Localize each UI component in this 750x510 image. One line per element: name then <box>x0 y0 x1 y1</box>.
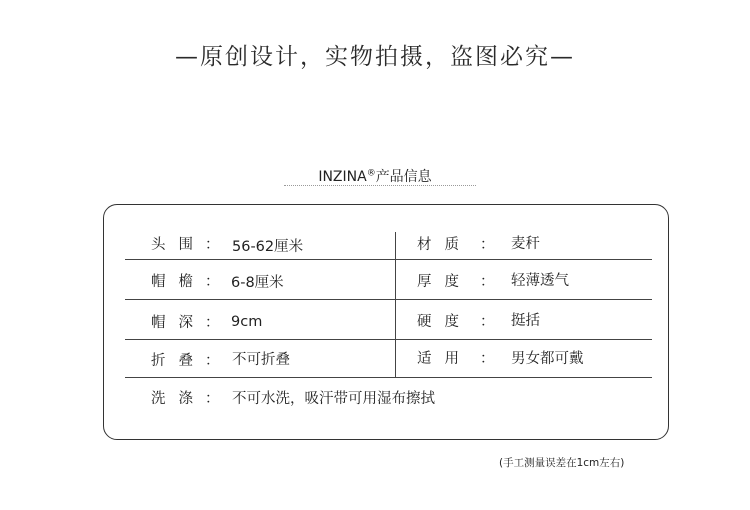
row-divider <box>125 259 652 260</box>
value-thickness: 轻薄透气 <box>511 273 569 289</box>
label-washing: 洗涤 <box>151 391 206 407</box>
value-suitable-for: 男女都可戴 <box>511 351 584 367</box>
colon: ： <box>205 353 220 369</box>
label-material: 材质 <box>417 237 472 253</box>
section-title <box>0 166 750 186</box>
colon: ： <box>205 315 220 331</box>
value-material: 麦秆 <box>511 236 540 252</box>
colon: ： <box>480 314 495 330</box>
colon: ： <box>205 391 220 407</box>
label-folding: 折叠 <box>151 353 206 369</box>
row-divider <box>125 299 652 300</box>
label-depth: 帽深 <box>151 315 206 331</box>
colon: ： <box>480 237 495 253</box>
label-head-circumference: 头围 <box>151 237 206 253</box>
colon: ： <box>205 237 220 253</box>
value-washing: 不可水洗，吸汗带可用湿布擦拭 <box>232 391 435 407</box>
value-hardness: 挺括 <box>511 313 540 329</box>
value-folding: 不可折叠 <box>232 352 290 368</box>
slogan-heading: —原创设计，实物拍摄，盗图必究— <box>175 44 575 70</box>
label-thickness: 厚度 <box>417 274 472 290</box>
colon: ： <box>480 351 495 367</box>
label-hardness: 硬度 <box>417 314 472 330</box>
measurement-note: (手工测量误差在1cm左右) <box>499 457 625 469</box>
brand-name: INZINA <box>318 169 367 185</box>
value-brim: 6-8厘米 <box>231 275 284 291</box>
label-brim: 帽檐 <box>151 274 206 290</box>
value-head-circumference: 56-62厘米 <box>232 239 304 255</box>
colon: ： <box>480 274 495 290</box>
value-depth: 9cm <box>231 314 263 330</box>
row-divider <box>125 377 652 378</box>
dotted-underline <box>284 185 476 186</box>
row-divider <box>125 339 652 340</box>
column-divider <box>395 232 396 377</box>
registered-mark: ® <box>366 168 376 179</box>
section-title-text: 产品信息 <box>375 169 432 185</box>
label-suitable-for: 适用 <box>417 351 472 367</box>
colon: ： <box>205 274 220 290</box>
